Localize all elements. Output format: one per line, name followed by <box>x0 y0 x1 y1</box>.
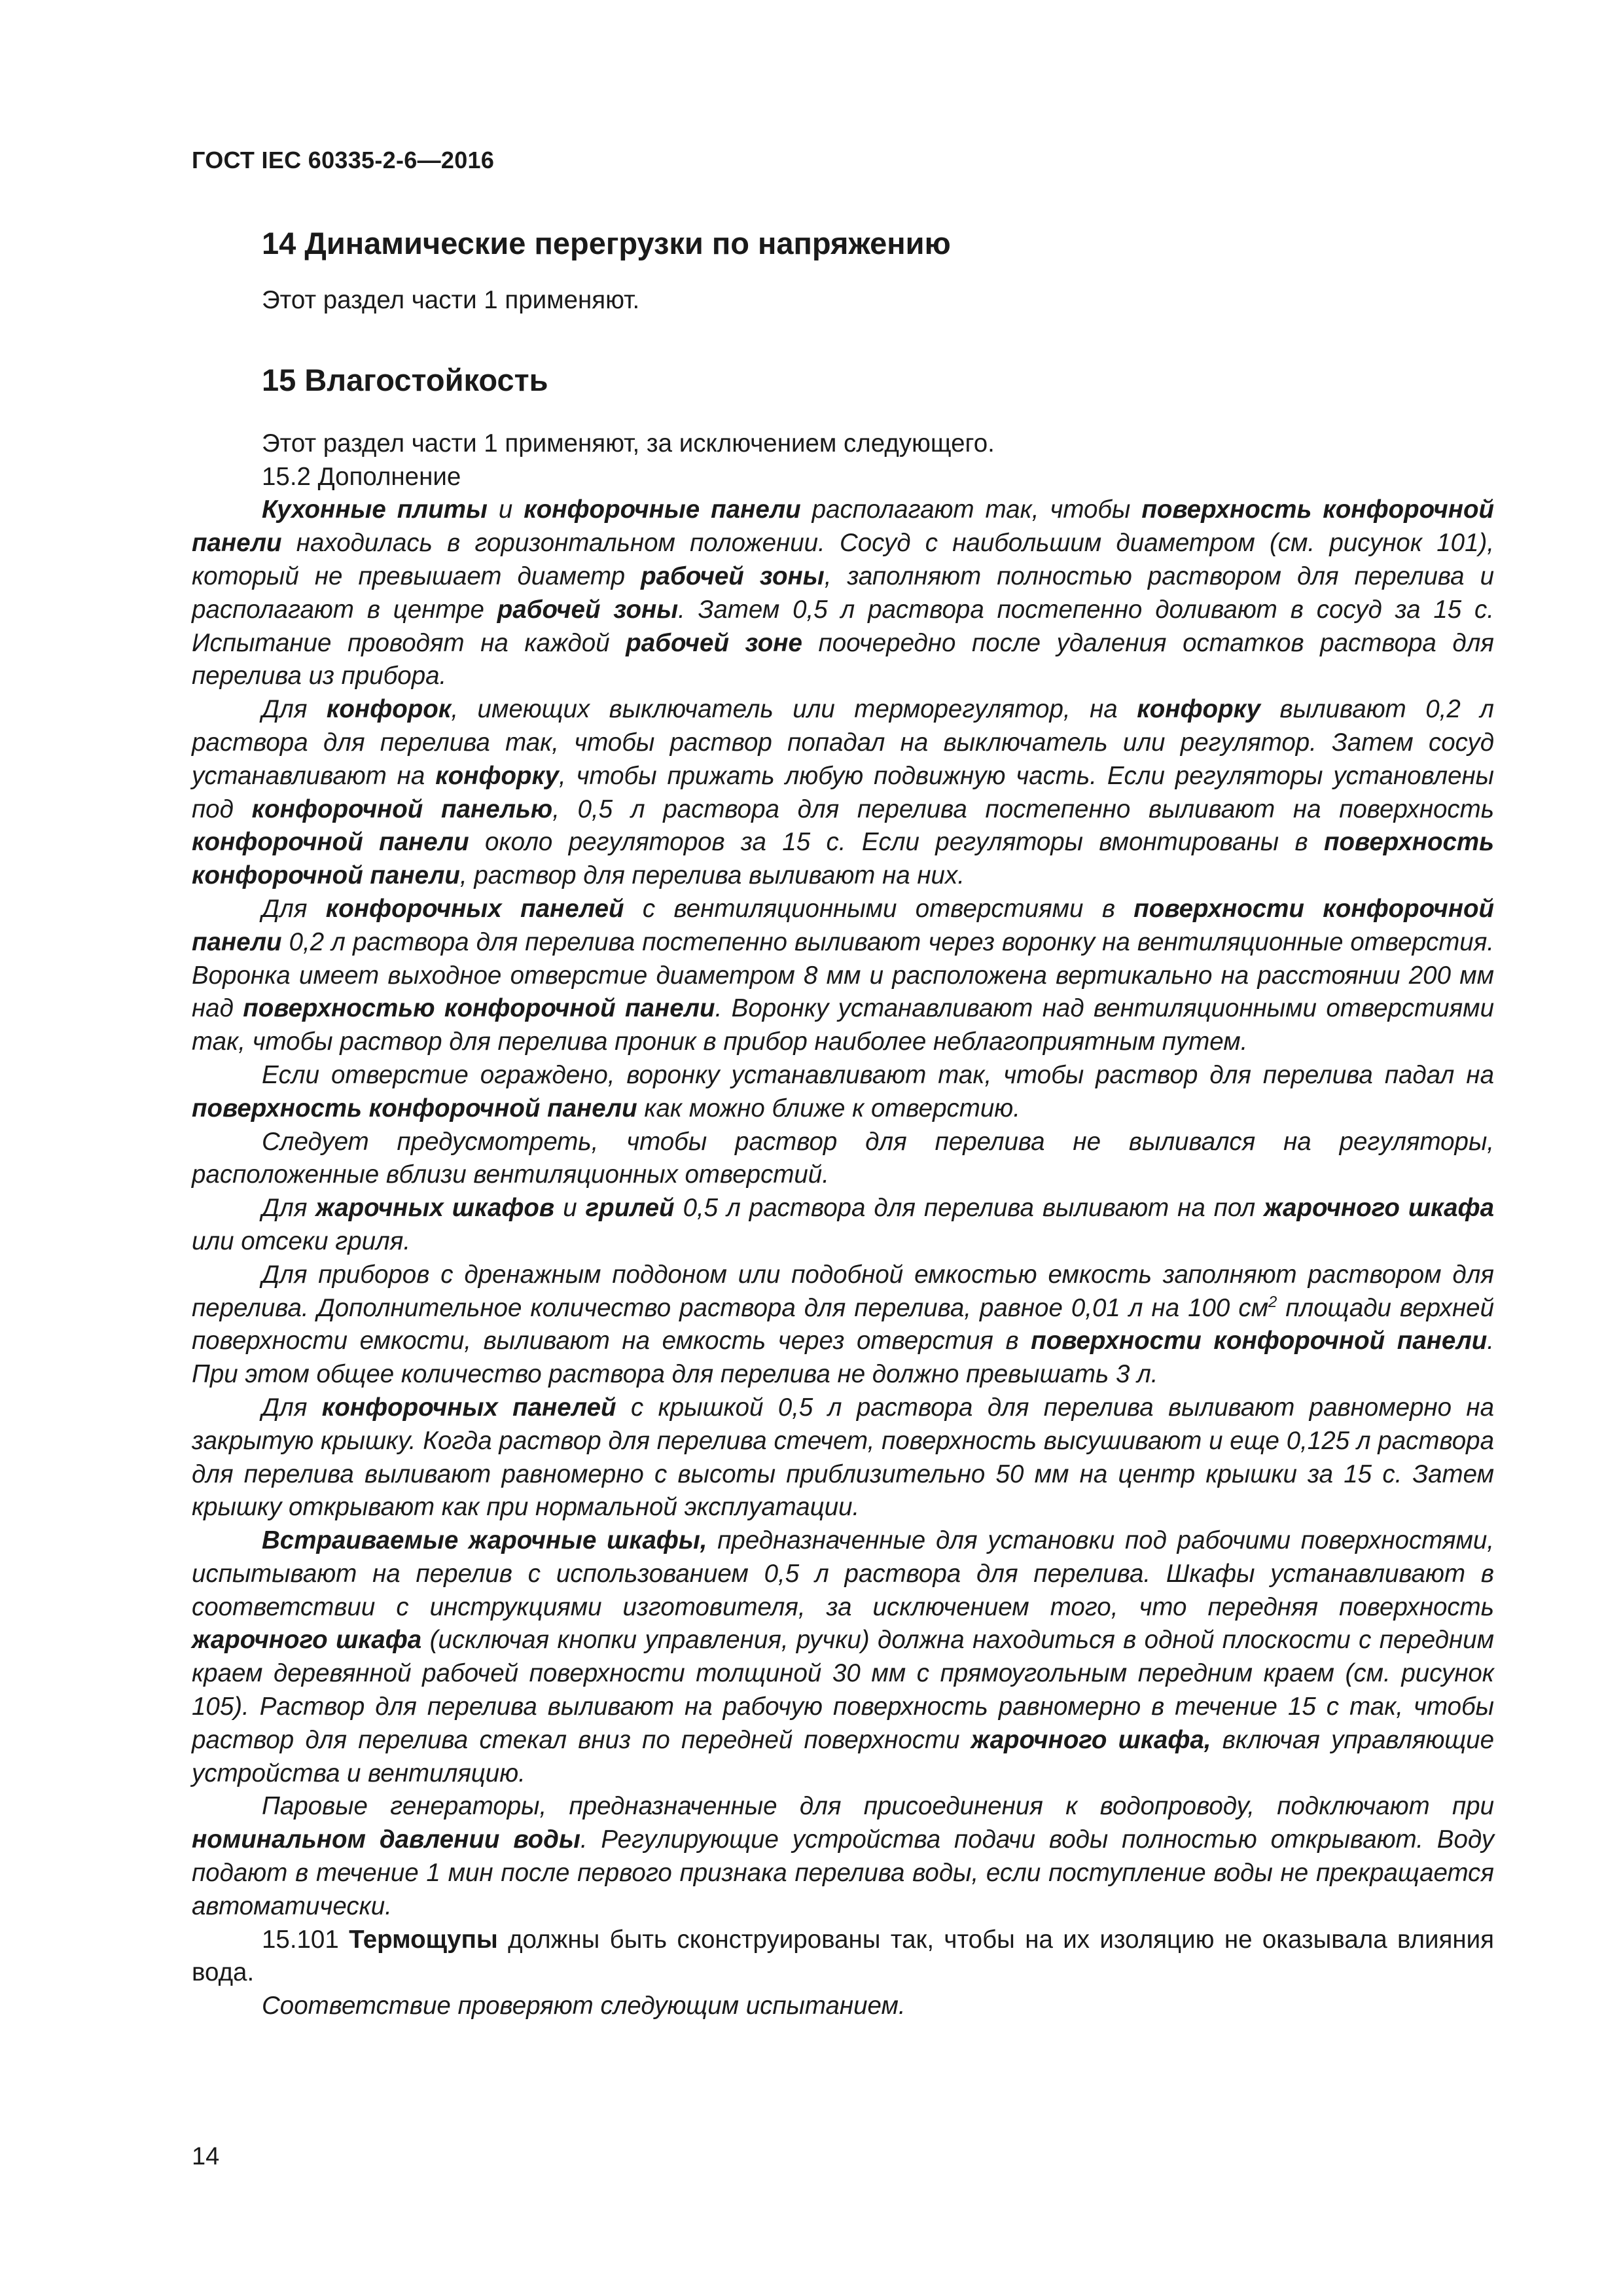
text-run: Соответствие проверяют следующим испытанием. <box>262 1992 906 2020</box>
text-run: около регуляторов за 15 с. Если регуляторы вмонтированы в <box>469 828 1325 857</box>
defined-term: грилей <box>585 1194 675 1223</box>
text-run: Для <box>262 894 326 923</box>
paragraph-10 <box>192 1790 1494 1923</box>
defined-term: конфорку <box>1137 695 1260 724</box>
text-run: Для <box>262 695 327 724</box>
defined-term: жарочного шкафа <box>192 1626 422 1655</box>
paragraph-2 <box>192 693 1494 893</box>
text-run: . Регулирующие устройства подачи воды полностью открывают. Воду подают в течение 1 мин после первого признака перелива воды, если поступление воды не прекращается автоматически. <box>192 1825 1494 1920</box>
document-header: ГОСТ IEC 60335-2-6—2016 <box>192 147 495 173</box>
text-run: 0,5 л раствора для перелива выливают на пол <box>674 1194 1264 1223</box>
text-run: поочередно после удаления остатков раствора для перелива из прибора. <box>192 628 1494 691</box>
defined-term: рабочей зоны <box>641 562 825 590</box>
defined-term: поверхностью конфорочной панели <box>243 994 715 1023</box>
paragraph-8 <box>192 1391 1494 1524</box>
paragraph-5 <box>192 1126 1494 1193</box>
text-run: и <box>554 1194 586 1223</box>
text-run: Для <box>262 1194 316 1223</box>
text-run: Следует предусмотреть, чтобы раствор для перелива не выливался на регуляторы, расположенные вблизи вентиляционных отверстий. <box>192 1127 1494 1189</box>
defined-term: конфорочные панели <box>524 495 801 524</box>
text-run: Для приборов с дренажным поддоном или подобной емкостью емкость заполняют раствором для перелива. Дополнительное количество раствора для перелива, равное 0,01 л на 100 см <box>192 1260 1494 1322</box>
text-run: должны быть сконструированы так, чтобы на их изоляцию не оказывала влияния вода. <box>192 1925 1495 1987</box>
defined-term: жарочного шкафа, <box>971 1725 1211 1754</box>
page-content <box>192 220 1494 2023</box>
text-run: Паровые генераторы, предназначенные для присоединения к водопроводу, подключают при <box>262 1792 1494 1821</box>
text-run: с крышкой 0,5 л раствора для перелива выливают равномерно на закрытую крышку. Когда раствор для перелива стечет, поверхность высушивают и еще 0,125 л раствора для перелива выливают равномерно с высоты приблизительно 50 мм на центр крышки за 15 с. Затем крышку открывают как при нормальной эксплуатации. <box>192 1393 1494 1522</box>
defined-term: рабочей зоны <box>497 595 679 624</box>
defined-term: жарочного шкафа <box>1264 1194 1494 1223</box>
text-run: включая управляющие устройства и вентиляцию. <box>192 1725 1495 1787</box>
defined-term: конфорочных панелей <box>325 894 624 923</box>
text-run: предназначенные для установки под рабочими поверхностями, испытывают на перелив с использованием 0,5 л раствора для перелива. Шкафы устанавливают в соответствии с инструкциями изготовителя, за исключением того, что передняя поверхность <box>192 1526 1494 1621</box>
section-14-title: 14 Динамические перегрузки по напряжению <box>262 226 951 260</box>
paragraph-1 <box>192 493 1494 693</box>
clause-15-101 <box>192 1924 1494 1990</box>
text-run: Если отверстие ограждено, воронку устанавливают так, чтобы раствор для перелива падал на <box>262 1060 1494 1089</box>
paragraph-6 <box>192 1192 1494 1259</box>
text-run: (исключая кнопки управления, ручки) должна находиться в одной плоскости с передним краем деревянной рабочей поверхности толщиной 30 мм с прямоугольным передним краем (см. рисунок 105). Раствор для перелива выливают на рабочую поверхность равномерно в течение 15 с так, чтобы раствор для перелива стекал вниз по передней поверхности <box>192 1626 1494 1754</box>
text-run: , имеющих выключатель или терморегулятор, на <box>451 695 1137 724</box>
defined-term: конфорочных панелей <box>321 1393 616 1422</box>
defined-term: конфорочной панелью <box>251 795 553 823</box>
text-run: располагают так, чтобы <box>800 495 1142 524</box>
defined-term: жарочных шкафов <box>315 1194 555 1223</box>
defined-term: Встраиваемые жарочные шкафы, <box>262 1526 707 1555</box>
defined-term: Термощупы <box>349 1925 498 1954</box>
defined-term: Кухонные плиты <box>262 495 488 524</box>
text-run: выливают 0,2 л раствора для перелива так, чтобы раствор попадал на выключатель или регулятор. Затем сосуд устанавливают на <box>192 695 1494 790</box>
subsection-15-2: 15.2 Дополнение <box>262 462 461 491</box>
text-run: площади верхней поверхности емкости, выливают на емкость через отверстия в <box>192 1293 1495 1355</box>
paragraph-9 <box>192 1524 1494 1790</box>
compliance-note <box>192 1990 1494 2023</box>
paragraph-3 <box>192 893 1494 1059</box>
text-run: , раствор для перелива выливают на них. <box>459 861 965 890</box>
text-run: . Затем 0,5 л раствора постепенно доливают в сосуд за 15 с. Испытание проводят на каждой <box>192 595 1495 657</box>
text-run: 15.101 <box>262 1925 349 1954</box>
section-15-title: 15 Влагостойкость <box>262 362 548 397</box>
text-run: Для <box>262 1393 322 1422</box>
defined-term: поверхность конфорочной панели <box>192 495 1494 558</box>
text-run: как можно ближе к отверстию. <box>637 1094 1020 1122</box>
defined-term: номинальном давлении воды <box>192 1825 580 1854</box>
defined-term: поверхности конфорочной панели <box>1031 1327 1488 1355</box>
page-number: 14 <box>192 2143 220 2170</box>
text-run: с вентиляционными отверстиями в <box>624 894 1134 923</box>
paragraph-4 <box>192 1059 1494 1126</box>
defined-term: конфорочной панели <box>192 828 469 857</box>
text-run: или отсеки гриля. <box>192 1227 411 1255</box>
text-run: , заполняют полностью раствором для перелива и располагают в центре <box>192 562 1495 624</box>
defined-term: поверхность конфорочной панели <box>192 828 1495 890</box>
paragraph-7 <box>192 1259 1494 1391</box>
text-run: . При этом общее количество раствора для перелива не должно превышать 3 л. <box>192 1327 1494 1389</box>
section-14-text: Этот раздел части 1 применяют. <box>262 286 640 314</box>
defined-term: поверхности конфорочной панели <box>192 894 1495 956</box>
text-run: находилась в горизонтальном положении. Сосуд с наибольшим диаметром (см. рисунок 101), который не превышает диаметр <box>192 529 1494 590</box>
text-run: . Воронку устанавливают над вентиляционными отверстиями так, чтобы раствор для перелива проник в прибор наиболее неблагоприятным путем. <box>192 994 1494 1056</box>
defined-term: конфорку <box>435 761 559 790</box>
text-run: 0,2 л раствора для перелива постепенно выливают через воронку на вентиляционные отверстия. Воронка имеет выходное отверстие диаметром 8 мм и расположена вертикально на расстоянии 200 мм над <box>192 927 1494 1023</box>
defined-term: поверхность конфорочной панели <box>192 1094 637 1122</box>
text-run: и <box>487 495 524 524</box>
text-run: , чтобы прижать любую подвижную часть. Если регуляторы установлены под <box>192 761 1494 823</box>
section-15-intro: Этот раздел части 1 применяют, за исключением следующего. <box>262 429 995 457</box>
defined-term: конфорок <box>326 695 452 724</box>
superscript: 2 <box>1268 1293 1277 1311</box>
text-run: , 0,5 л раствора для перелива постепенно выливают на поверхность <box>552 795 1495 823</box>
defined-term: рабочей зоне <box>626 628 802 657</box>
